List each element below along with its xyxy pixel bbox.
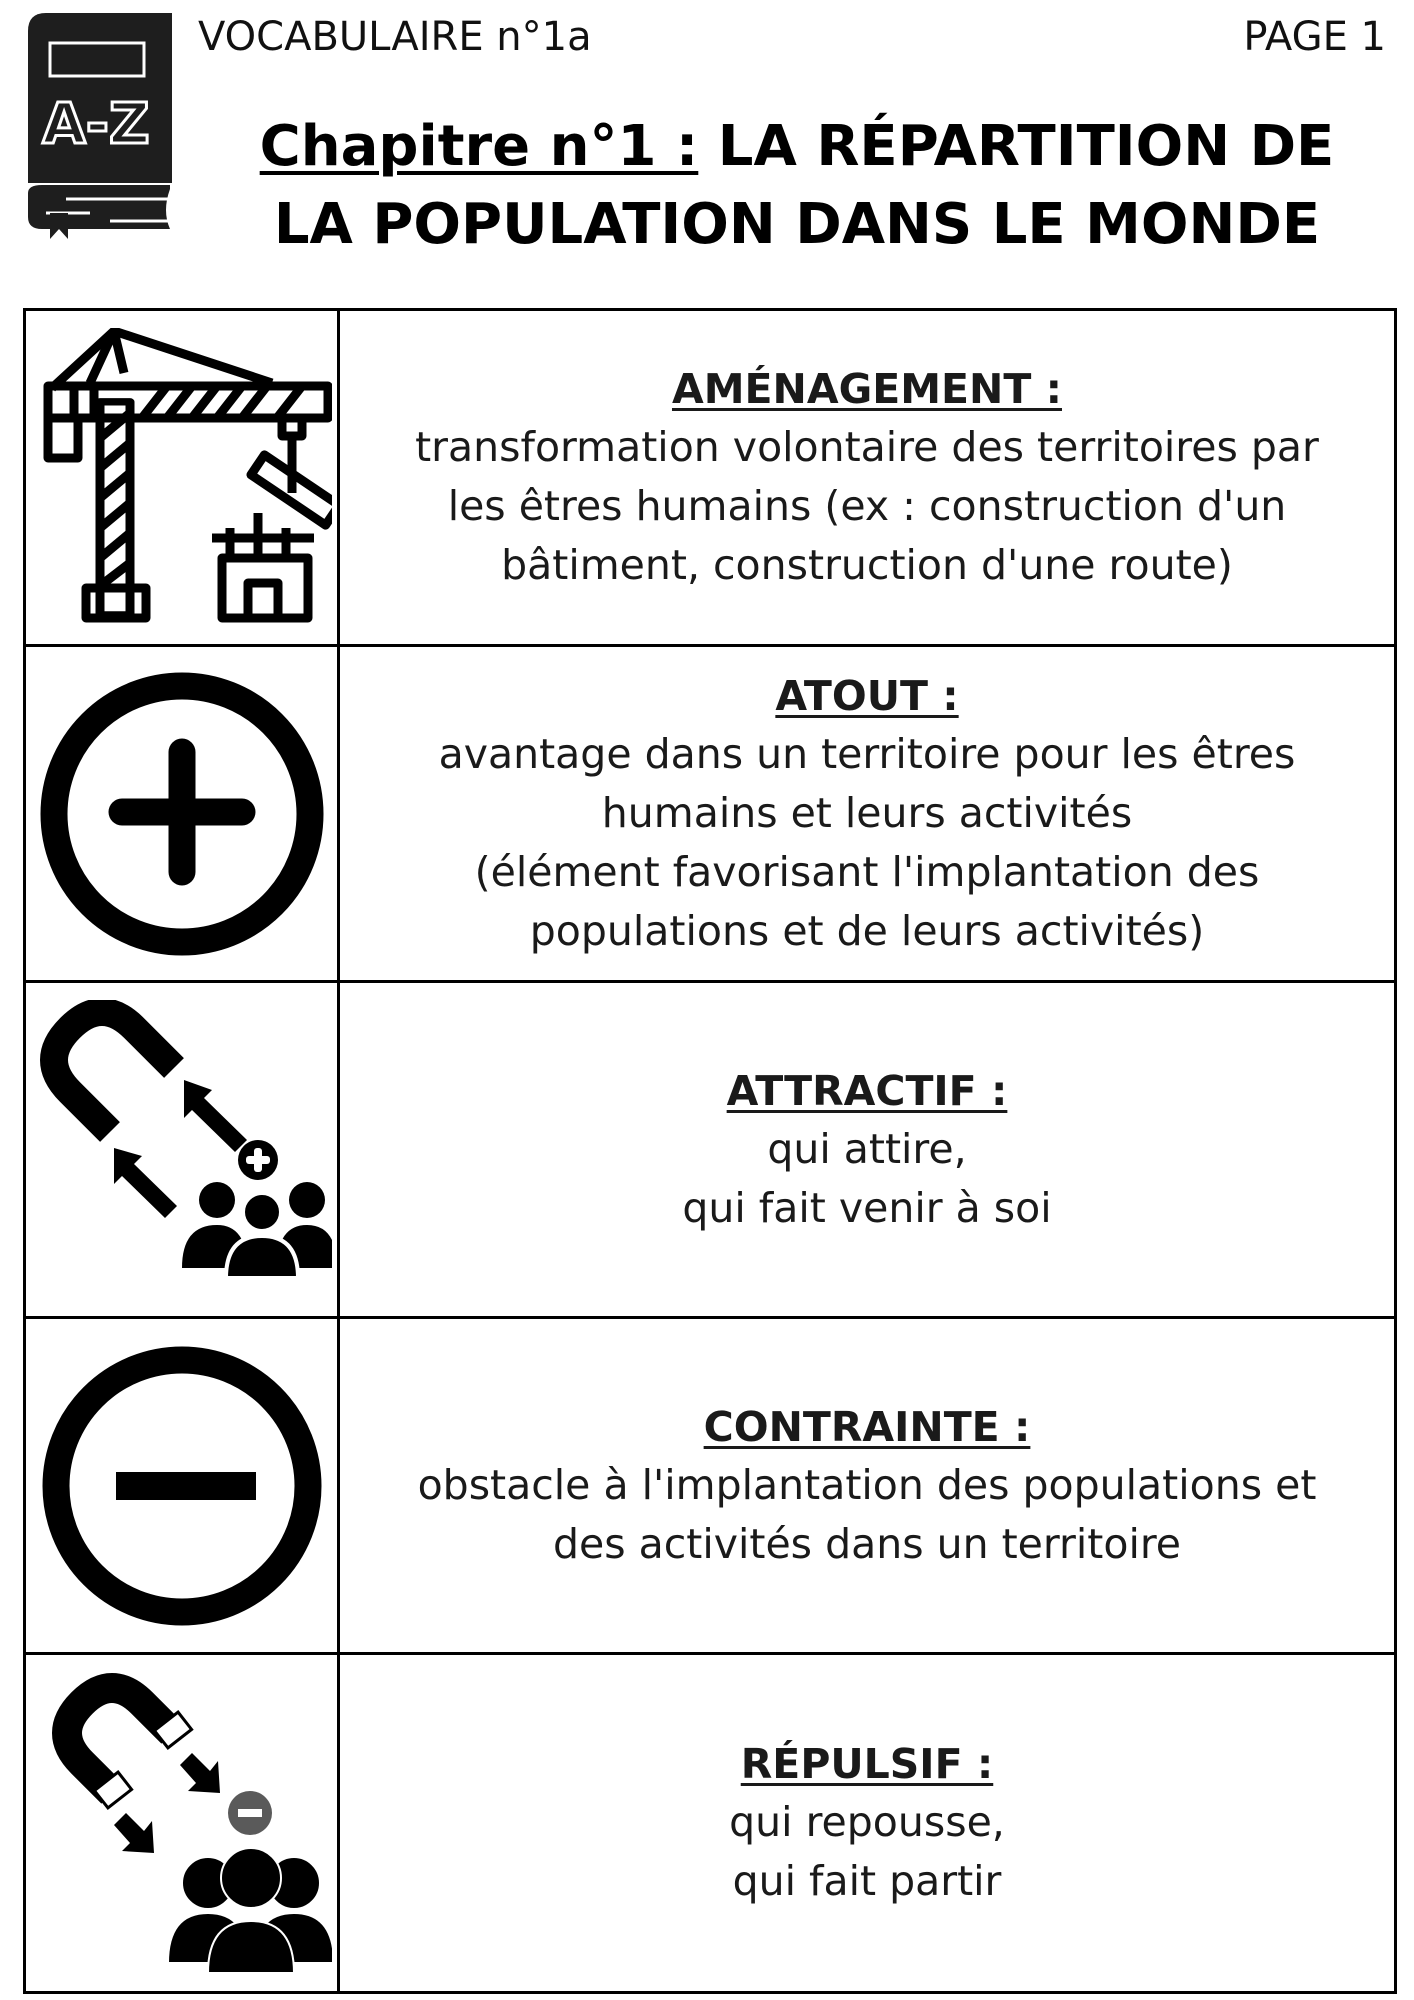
definition-line: qui repousse, xyxy=(729,1798,1005,1846)
definition-line: populations et de leurs activités) xyxy=(529,906,1205,955)
definition-line: humains et leurs activités xyxy=(601,788,1133,837)
term-label: CONTRAINTE : xyxy=(703,1402,1031,1451)
icon-cell xyxy=(26,1319,340,1652)
definition-line: avantage dans un territoire pour les êtres xyxy=(438,729,1296,778)
definition-line: (élément favorisant l'implantation des xyxy=(474,847,1260,896)
definition-line: transformation volontaire des territoires par xyxy=(415,423,1319,471)
icon-cell xyxy=(26,311,340,644)
definition-cell xyxy=(340,311,1394,644)
definition-cell xyxy=(340,983,1394,1316)
magnet-attract-people-icon xyxy=(32,1000,332,1300)
definition-line: des activités dans un territoire xyxy=(552,1519,1182,1568)
definition-cell xyxy=(340,1655,1394,1991)
icon-cell xyxy=(26,647,340,980)
chapter-title xyxy=(180,108,1414,264)
vocabulary-number-label: VOCABULAIRE n°1a xyxy=(198,14,592,60)
vocab-row-atout xyxy=(26,647,1394,983)
dictionary-book-icon xyxy=(20,13,172,241)
vocab-row-amenagement xyxy=(26,311,1394,647)
definition-line: qui fait venir à soi xyxy=(682,1183,1052,1232)
definition-cell xyxy=(340,647,1394,980)
term-label: AMÉNAGEMENT : xyxy=(671,365,1062,413)
chapter-title-line-1 xyxy=(180,108,1414,186)
vocab-row-contrainte xyxy=(26,1319,1394,1655)
chapter-number: Chapitre n°1 : xyxy=(259,114,699,179)
icon-cell xyxy=(26,1655,340,1991)
definition-line: les êtres humains (ex : construction d'un xyxy=(447,482,1287,530)
definition-line: qui fait partir xyxy=(732,1857,1002,1905)
definition-line: bâtiment, construction d'une route) xyxy=(501,541,1233,589)
term-label: ATOUT : xyxy=(775,671,959,720)
construction-crane-icon xyxy=(32,328,332,628)
vocab-row-attractif xyxy=(26,983,1394,1319)
page-number-label: PAGE 1 xyxy=(1243,14,1386,60)
plus-circle-icon xyxy=(32,664,332,964)
vocab-row-repulsif xyxy=(26,1655,1394,1991)
chapter-title-line-2: LA POPULATION DANS LE MONDE xyxy=(273,192,1321,257)
term-label: ATTRACTIF : xyxy=(726,1066,1008,1115)
definition-cell xyxy=(340,1319,1394,1652)
term-label: RÉPULSIF : xyxy=(740,1740,994,1788)
minus-circle-icon xyxy=(32,1336,332,1636)
definition-line: qui attire, xyxy=(767,1124,967,1173)
magnet-repel-people-icon xyxy=(32,1673,332,1973)
chapter-title-part-1: LA RÉPARTITION DE xyxy=(698,114,1335,179)
definition-line: obstacle à l'implantation des populations et xyxy=(417,1460,1317,1509)
book-az-label: A-Z xyxy=(42,92,150,157)
vocabulary-table xyxy=(23,308,1397,1994)
icon-cell xyxy=(26,983,340,1316)
